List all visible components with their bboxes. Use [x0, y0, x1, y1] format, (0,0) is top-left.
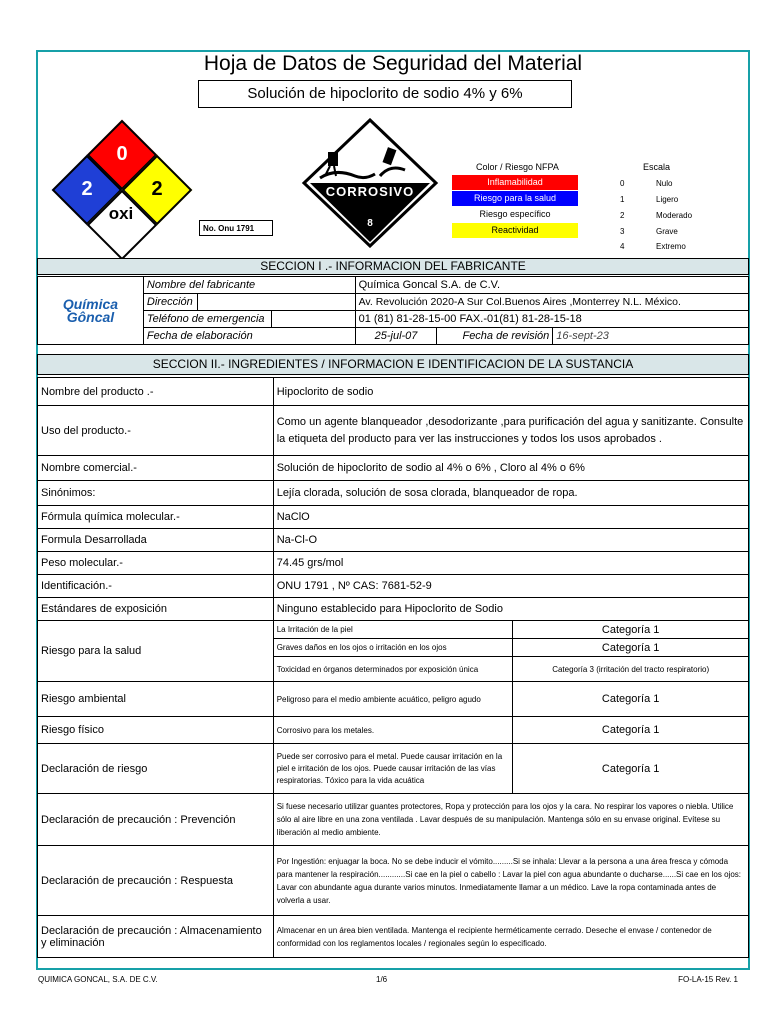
health-risk-category: Categoría 1	[513, 621, 749, 639]
field-label: Identificación.-	[38, 575, 274, 598]
section-2-header: SECCION II.- INGREDIENTES / INFORMACION E IDENTIFICACION DE LA SUSTANCIA	[37, 354, 749, 375]
company-logo	[38, 277, 144, 345]
risk-declaration-category: Categoría 1	[513, 744, 749, 794]
scale-number: 4	[620, 242, 625, 251]
footer-page: 1/6	[376, 975, 388, 984]
field-value: ONU 1791 , Nº CAS: 7681-52-9	[273, 575, 748, 598]
risk-declaration-label: Declaración de riesgo	[38, 744, 274, 794]
field-value: NaClO	[273, 506, 748, 529]
scale-label: Extremo	[656, 242, 686, 251]
physical-risk-label: Riesgo físico	[38, 717, 274, 744]
scale-label: Ligero	[656, 195, 679, 204]
field-label: Sinónimos:	[38, 481, 274, 506]
prevention-text: Si fuese necesario utilizar guantes protectores, Ropa y protección para los ojos y la cara. No respirar los vapores o niebla. Utilice sólo al aire libre en una zona ventilada . Lavar después de su manipulación. Mantenga sólo en su envase original. Evítese su liberación al medio ambiente.	[273, 794, 748, 846]
health-risk-text: Toxicidad en órganos determinados por exposición única	[273, 657, 513, 682]
legend-flammability: Inflamabilidad	[452, 175, 578, 190]
scale-number: 0	[620, 179, 625, 188]
field-label: Peso molecular.-	[38, 552, 274, 575]
onu-number-label: No. Onu 1791	[199, 220, 273, 236]
health-risk-category: Categoría 3 (irritación del tracto respiratorio)	[513, 657, 749, 682]
field-label: Nombre del producto .-	[38, 378, 274, 406]
legend-specific: Riesgo específico	[452, 207, 578, 222]
footer-code: FO-LA-15 Rev. 1	[678, 975, 738, 984]
field-value: Como un agente blanqueador ,desodorizante ,para purificación del agua y sanitizante. Consulte la etiqueta del producto para ver las instrucciones y todos los usos aprobados .	[273, 406, 748, 456]
substance-table	[37, 377, 749, 958]
scale-number: 2	[620, 211, 625, 220]
health-risk-label: Riesgo para la salud	[38, 621, 274, 682]
field-label: Fórmula química molecular.-	[38, 506, 274, 529]
environmental-risk-category: Categoría 1	[513, 682, 749, 717]
document-title: Hoja de Datos de Seguridad del Material	[203, 52, 583, 75]
legend-heading: Color / Riesgo NFPA	[476, 162, 559, 172]
field-label: Uso del producto.-	[38, 406, 274, 456]
scale-label: Moderado	[656, 211, 693, 220]
product-subtitle: Solución de hipoclorito de sodio 4% y 6%	[198, 80, 572, 108]
scale-label: Grave	[656, 227, 678, 236]
corrosive-class-number: 8	[367, 218, 373, 229]
legend-health: Riesgo para la salud	[452, 191, 578, 206]
corrosive-pictogram	[300, 118, 440, 248]
nfpa-special-value: oxi	[108, 204, 134, 223]
physical-risk-category: Categoría 1	[513, 717, 749, 744]
health-risk-text: La Irritación de la piel	[273, 621, 513, 639]
corrosive-label: CORROSIVO	[325, 184, 415, 199]
field-label: Dirección	[143, 294, 197, 311]
field-label: Formula Desarrollada	[38, 529, 274, 552]
environmental-risk-text: Peligroso para el medio ambiente acuático, peligro agudo	[273, 682, 513, 717]
response-text: Por Ingestión: enjuagar la boca. No se debe inducir el vómito.........Si se inhala: Llevar a la persona a una área fresca y cómoda para mantener la respiración............Si cae en la piel o cabello : Lavar la piel con agua abundante o ducharse......Si cae en los ojos: Lavar con abundante agua durante varios minutos. Inmediatamente llamar a un médico. Lave la ropa contaminada antes de volverla a usar.	[273, 846, 748, 916]
field-value: Av. Revolución 2020-A Sur Col.Buenos Aires ,Monterrey N.L. México.	[355, 294, 748, 311]
storage-label: Declaración de precaución : Almacenamiento y eliminación	[38, 916, 274, 958]
health-risk-category: Categoría 1	[513, 639, 749, 657]
prevention-label: Declaración de precaución : Prevención	[38, 794, 274, 846]
scale-number: 3	[620, 227, 625, 236]
scale-label: Nulo	[656, 179, 673, 188]
field-value: Química Goncal S.A. de C.V.	[355, 277, 748, 294]
field-value: Na-Cl-O	[273, 529, 748, 552]
nfpa-reactivity-value: 2	[151, 178, 163, 200]
field-label: Estándares de exposición	[38, 598, 274, 621]
elaboration-date: 25-jul-07	[355, 328, 437, 345]
field-label: Teléfono de emergencia	[143, 311, 271, 328]
manufacturer-table	[37, 276, 749, 345]
revision-label: Fecha de revisión	[437, 328, 553, 345]
field-label: Nombre comercial.-	[38, 456, 274, 481]
legend-reactivity: Reactividad	[452, 223, 578, 238]
scale-heading: Escala	[643, 162, 671, 172]
field-label: Nombre del fabricante	[143, 277, 355, 294]
scale-number: 1	[620, 195, 625, 204]
revision-date: 16-sept-23	[553, 328, 749, 345]
logo-text: Química Gôncal	[62, 295, 119, 325]
health-risk-text: Graves daños en los ojos o irritación en los ojos	[273, 639, 513, 657]
field-value: 74.45 grs/mol	[273, 552, 748, 575]
physical-risk-text: Corrosivo para los metales.	[273, 717, 513, 744]
response-label: Declaración de precaución : Respuesta	[38, 846, 274, 916]
field-value: Hipoclorito de sodio	[273, 378, 748, 406]
footer-company: QUIMICA GONCAL, S.A. DE C.V.	[38, 975, 158, 984]
environmental-risk-label: Riesgo ambiental	[38, 682, 274, 717]
risk-declaration-text: Puede ser corrosivo para el metal. Puede causar irritación en la piel e irritación de los ojos. Puede causar irritación de las vías respiratorias. Tóxico para la vida acuática	[273, 744, 513, 794]
elaboration-label: Fecha de elaboración	[143, 328, 355, 345]
field-value: Lejía clorada, solución de sosa clorada, blanqueador de ropa.	[273, 481, 748, 506]
field-value: Solución de hipoclorito de sodio al 4% o 6% , Cloro al 4% o 6%	[273, 456, 748, 481]
storage-text: Almacenar en un área bien ventilada. Mantenga el recipiente herméticamente cerrado. Deseche el envase / contenedor de conformidad con los reglamentos locales / regionales según lo especificado.	[273, 916, 748, 958]
nfpa-flammability-value: 0	[116, 143, 128, 165]
section-1-header: SECCION I .- INFORMACION DEL FABRICANTE	[37, 258, 749, 275]
field-value: Ninguno establecido para Hipoclorito de Sodio	[273, 598, 748, 621]
field-value: 01 (81) 81-28-15-00 FAX.-01(81) 81-28-15-18	[355, 311, 748, 328]
nfpa-health-value: 2	[81, 178, 93, 200]
